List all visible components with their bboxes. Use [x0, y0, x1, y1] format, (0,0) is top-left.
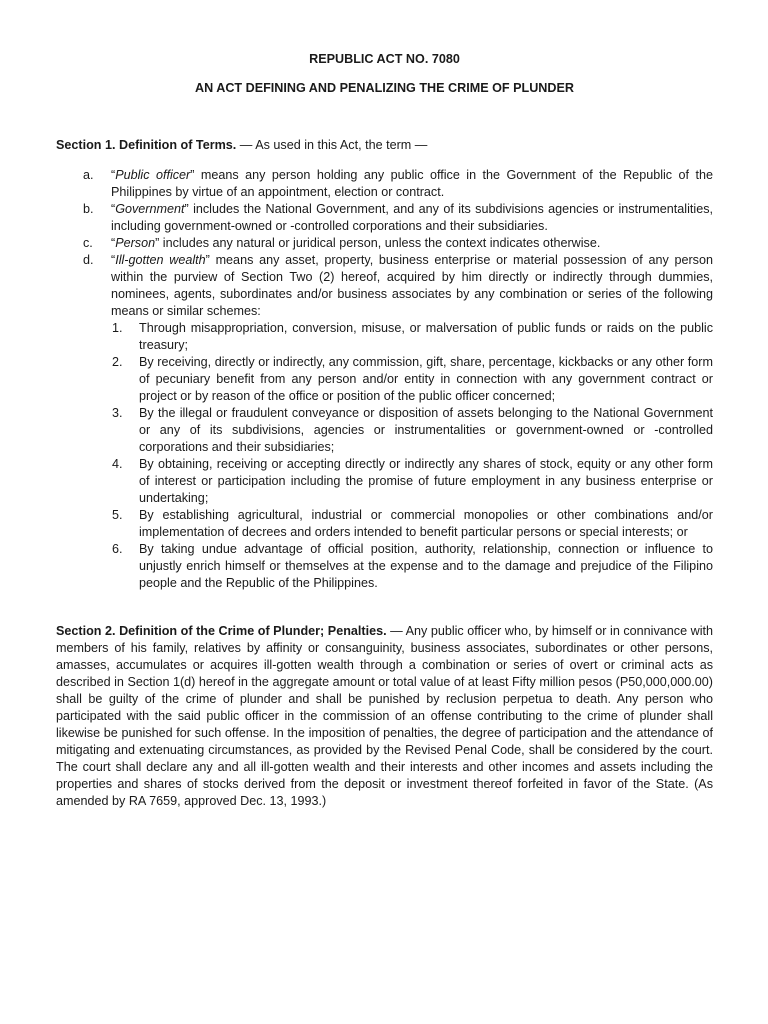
definitions-list	[56, 167, 713, 592]
scheme-text: By establishing agricultural, industrial or commercial monopolies or other combinations and/or implementation of decrees and orders intended to benefit particular persons or special interests; or	[139, 508, 713, 539]
quote-close: ”	[190, 168, 195, 182]
definition-text: means any person holding any public office in the Government of the Republic of the Philippines by virtue of an appointment, election or contract.	[111, 168, 713, 199]
quote-close: ”	[184, 202, 189, 216]
definition-item-c	[56, 235, 713, 252]
scheme-item-6	[111, 541, 713, 592]
sub-item-marker: 4.	[112, 457, 123, 471]
section-2-text: — Any public officer who, by himself or in connivance with members of his family, relatives by affinity or consanguinity, business associates, subordinates or other persons, amasses, accumulates or acquires ill-gotten wealth through a combination or series of overt or criminal acts as described in Section 1(d) hereof in the aggregate amount or total value of at least Fifty million pesos (P50,000,000.00) shall be guilty of the crime of plunder and shall be punished by reclusion perpetua to death. Any person who participated with the said public officer in the commission of an offense contributing to the crime of plunder shall likewise be punished for such offense. In the imposition of penalties, the degree of participation and the attendance of mitigating and extenuating circumstances, as provided by the Revised Penal Code, shall be considered by the court. The court shall declare any and all ill-gotten wealth and their interests and other incomes and assets including the properties and shares of stocks derived from the deposit or investment thereof forfeited in favor of the State. (As amended by RA 7659, approved Dec. 13, 1993.)	[56, 624, 714, 808]
sub-item-marker: 2.	[112, 355, 123, 369]
defined-term: Ill-gotten wealth	[115, 253, 206, 267]
definition-text: means any asset, property, business enterprise or material possession of any person within the purview of Section Two (2) hereof, acquired by him directly or indirectly through dummies, nominees, agents, subordinates and/or business associates by any combination or series of the following means or similar schemes:	[111, 253, 713, 318]
quote-close: ”	[205, 253, 210, 267]
item-marker: b.	[83, 202, 94, 216]
section-1-intro-text: — As used in this Act, the term —	[236, 138, 428, 152]
definition-text: includes any natural or juridical person, unless the context indicates otherwise.	[159, 236, 601, 250]
definition-text: includes the National Government, and any of its subdivisions agencies or instrumentalities, including government-owned or -controlled corporations and their subsidiaries.	[111, 202, 713, 233]
sub-item-marker: 6.	[112, 542, 123, 556]
quote-open: “	[111, 168, 116, 182]
section-2	[56, 623, 713, 810]
scheme-text: By taking undue advantage of official position, authority, relationship, connection or influence to unjustly enrich himself or themselves at the expense and to the damage and prejudice of the Filipino people and the Republic of the Philippines.	[139, 542, 713, 590]
definition-item-b	[56, 201, 713, 235]
defined-term: Public officer	[115, 168, 191, 182]
quote-open: “	[111, 202, 116, 216]
quote-open: “	[111, 253, 116, 267]
item-marker: c.	[83, 236, 93, 250]
scheme-item-3	[111, 405, 713, 456]
sub-item-marker: 3.	[112, 406, 123, 420]
scheme-item-1	[111, 320, 713, 354]
section-2-heading: Section 2. Definition of the Crime of Plunder; Penalties.	[56, 624, 387, 638]
item-marker: a.	[83, 168, 94, 182]
section-1-heading: Section 1. Definition of Terms.	[56, 138, 237, 152]
quote-open: “	[111, 236, 116, 250]
scheme-item-2	[111, 354, 713, 405]
scheme-item-5	[111, 507, 713, 541]
document-subtitle: AN ACT DEFINING AND PENALIZING THE CRIME OF PLUNDER	[195, 81, 574, 95]
item-marker: d.	[83, 253, 94, 267]
sub-item-marker: 1.	[112, 321, 123, 335]
defined-term: Person	[115, 236, 156, 250]
scheme-text: By receiving, directly or indirectly, any commission, gift, share, percentage, kickbacks or any other form of pecuniary benefit from any person and/or entity in connection with any government contract or project or by reason of the office or position of the public officer concerned;	[139, 355, 713, 403]
definition-item-d	[56, 252, 713, 592]
scheme-text: Through misappropriation, conversion, misuse, or malversation of public funds or raids on the public treasury;	[139, 321, 713, 352]
scheme-text: By the illegal or fraudulent conveyance or disposition of assets belonging to the National Government or any of its subdivisions, agencies or instrumentalities or government-owned or -controlled corporations and their subsidiaries;	[139, 406, 713, 454]
section-1	[56, 137, 713, 592]
schemes-list	[111, 320, 713, 592]
defined-term: Government	[115, 202, 185, 216]
definition-item-a	[56, 167, 713, 201]
quote-close: ”	[155, 236, 160, 250]
sub-item-marker: 5.	[112, 508, 123, 522]
scheme-item-4	[111, 456, 713, 507]
document-title: REPUBLIC ACT NO. 7080	[309, 52, 460, 66]
section-1-intro	[56, 137, 713, 154]
scheme-text: By obtaining, receiving or accepting directly or indirectly any shares of stock, equity or any other form of interest or participation including the promise of future employment in any business enterprise or undertaking;	[139, 457, 713, 505]
